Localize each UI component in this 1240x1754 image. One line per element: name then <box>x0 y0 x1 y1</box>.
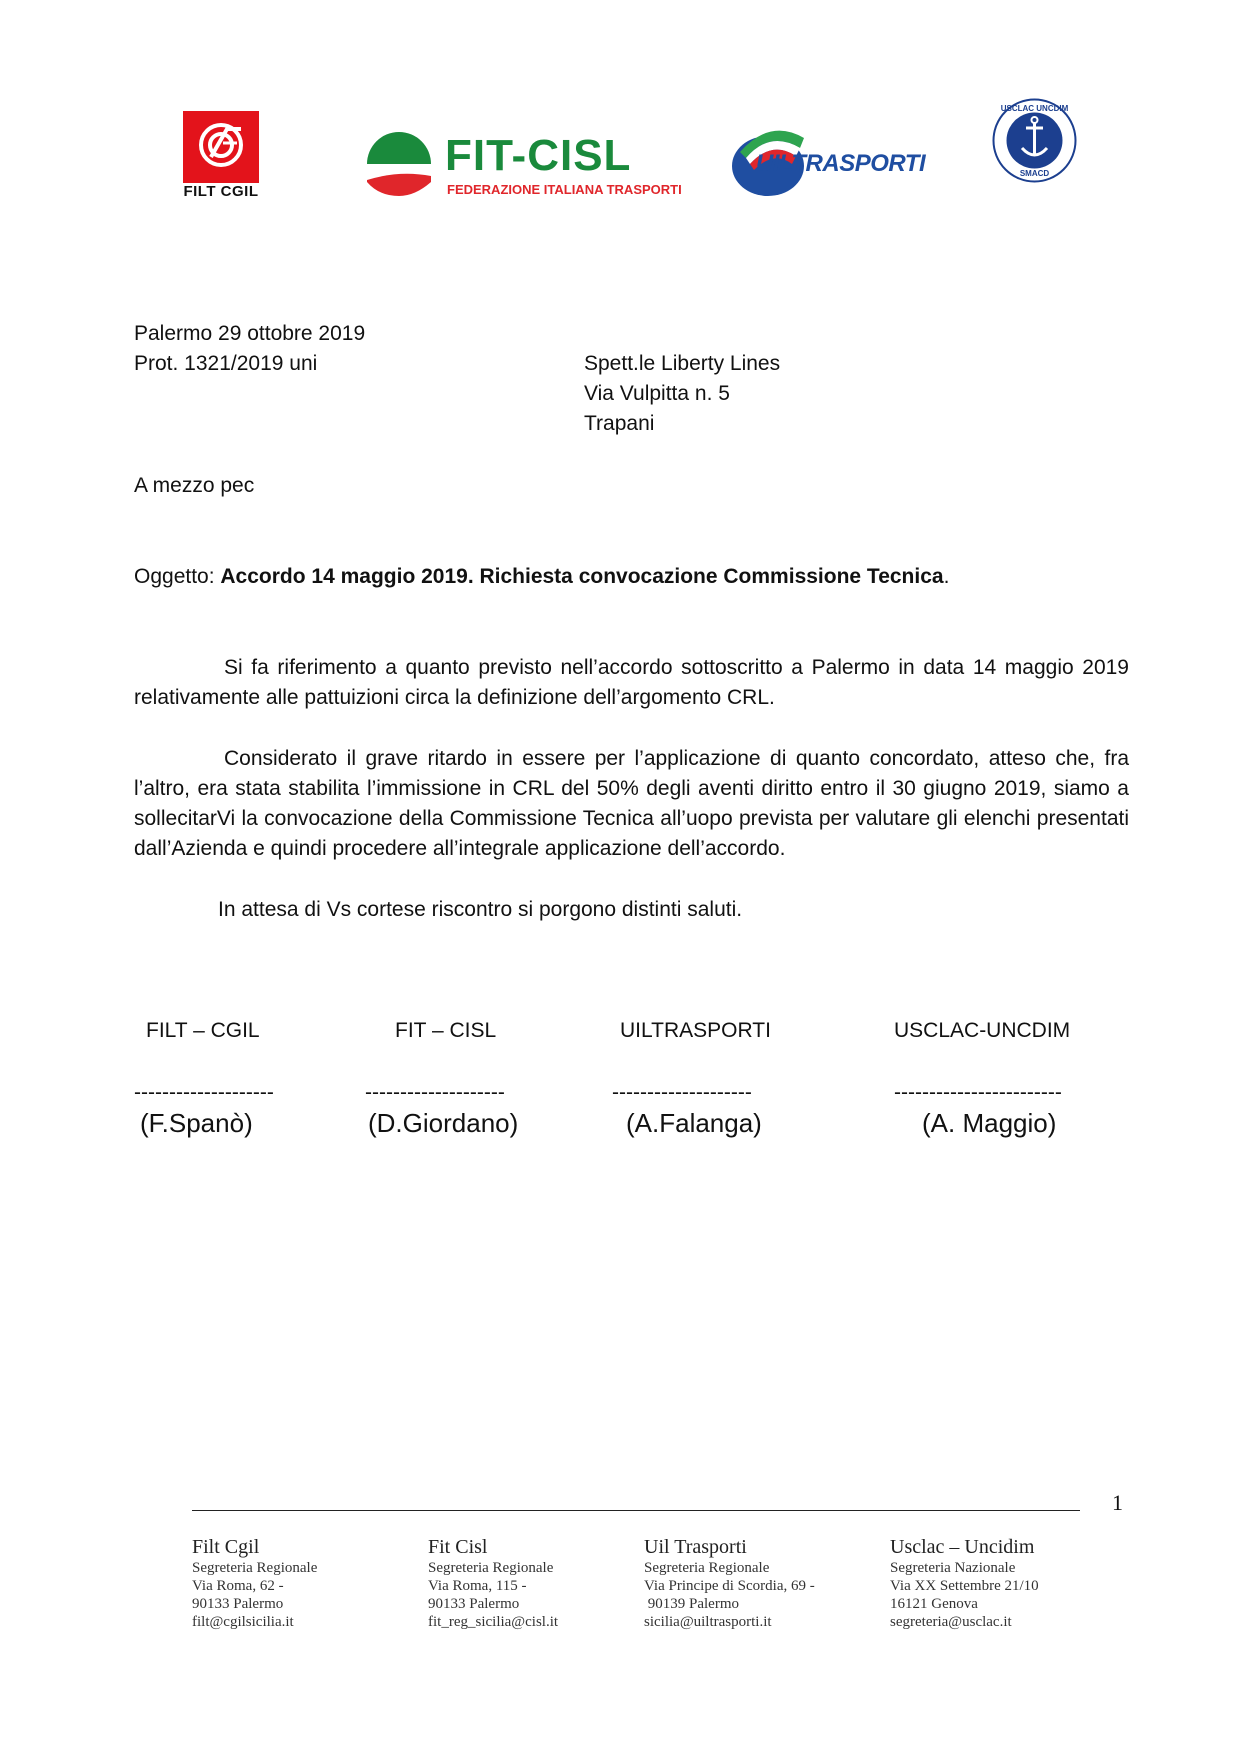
footer-fit-cisl <box>428 1535 558 1631</box>
usclac-logo <box>992 98 1077 183</box>
uiltrasporti-logo <box>730 122 930 200</box>
footer-line: Via Roma, 62 - <box>192 1578 284 1594</box>
footer-line: Via Principe di Scordia, 69 - <box>644 1578 815 1594</box>
fit-cisl-logo <box>365 130 682 200</box>
signatory-name: (F.Spanò) <box>140 1108 253 1138</box>
signatory-name: (A.Falanga) <box>626 1108 762 1138</box>
subject-label: Oggetto: <box>134 565 221 588</box>
footer-line: Segreteria Nazionale <box>890 1560 1016 1576</box>
footer-title: Filt Cgil <box>192 1536 260 1558</box>
footer-filt-cgil <box>192 1535 317 1631</box>
fit-cisl-logo-name: FIT-CISL <box>445 131 632 180</box>
subject-end: . <box>943 565 950 588</box>
footer-line: Segreteria Regionale <box>192 1560 318 1576</box>
footer-email: filt@cgilsicilia.it <box>192 1614 294 1630</box>
signature-org: UILTRASPORTI <box>620 1019 771 1042</box>
footer-line: Segreteria Regionale <box>428 1560 554 1576</box>
signature-org: USCLAC-UNCDIM <box>894 1019 1071 1042</box>
delivery-method: A mezzo pec <box>134 474 255 497</box>
footer-email: fit_reg_sicilia@cisl.it <box>428 1614 559 1630</box>
filt-cgil-logo <box>183 111 259 201</box>
footer-line: 16121 Genova <box>890 1596 978 1612</box>
uiltrasporti-logo-text: UILTRASPORTI <box>756 150 926 177</box>
signatory-name: (D.Giordano) <box>368 1108 519 1138</box>
protocol-number: Prot. 1321/2019 uni <box>134 352 318 375</box>
usclac-logo-top: USCLAC UNCDIM <box>1000 104 1069 113</box>
signature-line: ------------------------ <box>894 1081 1062 1104</box>
subject-text: Accordo 14 maggio 2019. Richiesta convocazione Commissione Tecnica <box>220 565 944 588</box>
footer-line: Via Roma, 115 - <box>428 1578 527 1594</box>
footer-title: Usclac – Uncidim <box>890 1536 1035 1558</box>
signature-org: FIT – CISL <box>395 1019 497 1042</box>
filt-cgil-logo-text: FILT CGIL <box>183 183 259 200</box>
signature-line: -------------------- <box>612 1081 752 1104</box>
footer-usclac-uncidim <box>890 1535 1039 1631</box>
letter-date: Palermo 29 ottobre 2019 <box>134 322 366 345</box>
recipient-line: Spett.le Liberty Lines <box>584 352 781 375</box>
footer-line: 90133 Palermo <box>428 1596 520 1612</box>
closing-salutation: In attesa di Vs cortese riscontro si porgono distinti saluti. <box>218 898 743 921</box>
footer-line: Segreteria Regionale <box>644 1560 770 1576</box>
footer-divider <box>192 1510 1080 1511</box>
body-paragraph-2: Considerato il grave ritardo in essere per l’applicazione di quanto concordato, atteso che, fra l’altro, era stata stabilita l’immissione in CRL del 50% degli aventi diritto entro il 30 giugno 2019, siamo a sollecitarVi la convocazione della Commissione Tecnica all’uopo prevista per valutare gli elenchi presentati dall’Azienda e quindi procedere all’integrale applicazione dell’accordo. <box>134 747 1129 860</box>
recipient-block <box>584 349 780 439</box>
signature-line: -------------------- <box>134 1081 274 1104</box>
page-number: 1 <box>1112 1490 1123 1515</box>
subject-line <box>134 562 949 592</box>
recipient-line: Via Vulpitta n. 5 <box>584 382 730 405</box>
footer-email: sicilia@uiltrasporti.it <box>644 1614 772 1630</box>
footer-line: 90133 Palermo <box>192 1596 284 1612</box>
footer-uil-trasporti <box>644 1535 815 1631</box>
signature-line: -------------------- <box>365 1081 505 1104</box>
footer-email: segreteria@usclac.it <box>890 1614 1012 1630</box>
footer-line: 90139 Palermo <box>644 1596 739 1612</box>
signatory-name: (A. Maggio) <box>922 1108 1057 1138</box>
footer-line: Via XX Settembre 21/10 <box>890 1578 1039 1594</box>
fit-cisl-logo-subtitle: FEDERAZIONE ITALIANA TRASPORTI <box>447 182 682 197</box>
body-paragraph-1: Si fa riferimento a quanto previsto nell’accordo sottoscritto a Palermo in data 14 maggio 2019 relativamente alle pattuizioni circa la definizione dell’argomento CRL. <box>134 656 1129 709</box>
footer-title: Fit Cisl <box>428 1536 488 1558</box>
signature-org: FILT – CGIL <box>146 1019 260 1042</box>
usclac-logo-bottom: SMACD <box>1019 169 1050 178</box>
recipient-line: Trapani <box>584 412 655 435</box>
footer-title: Uil Trasporti <box>644 1536 747 1558</box>
